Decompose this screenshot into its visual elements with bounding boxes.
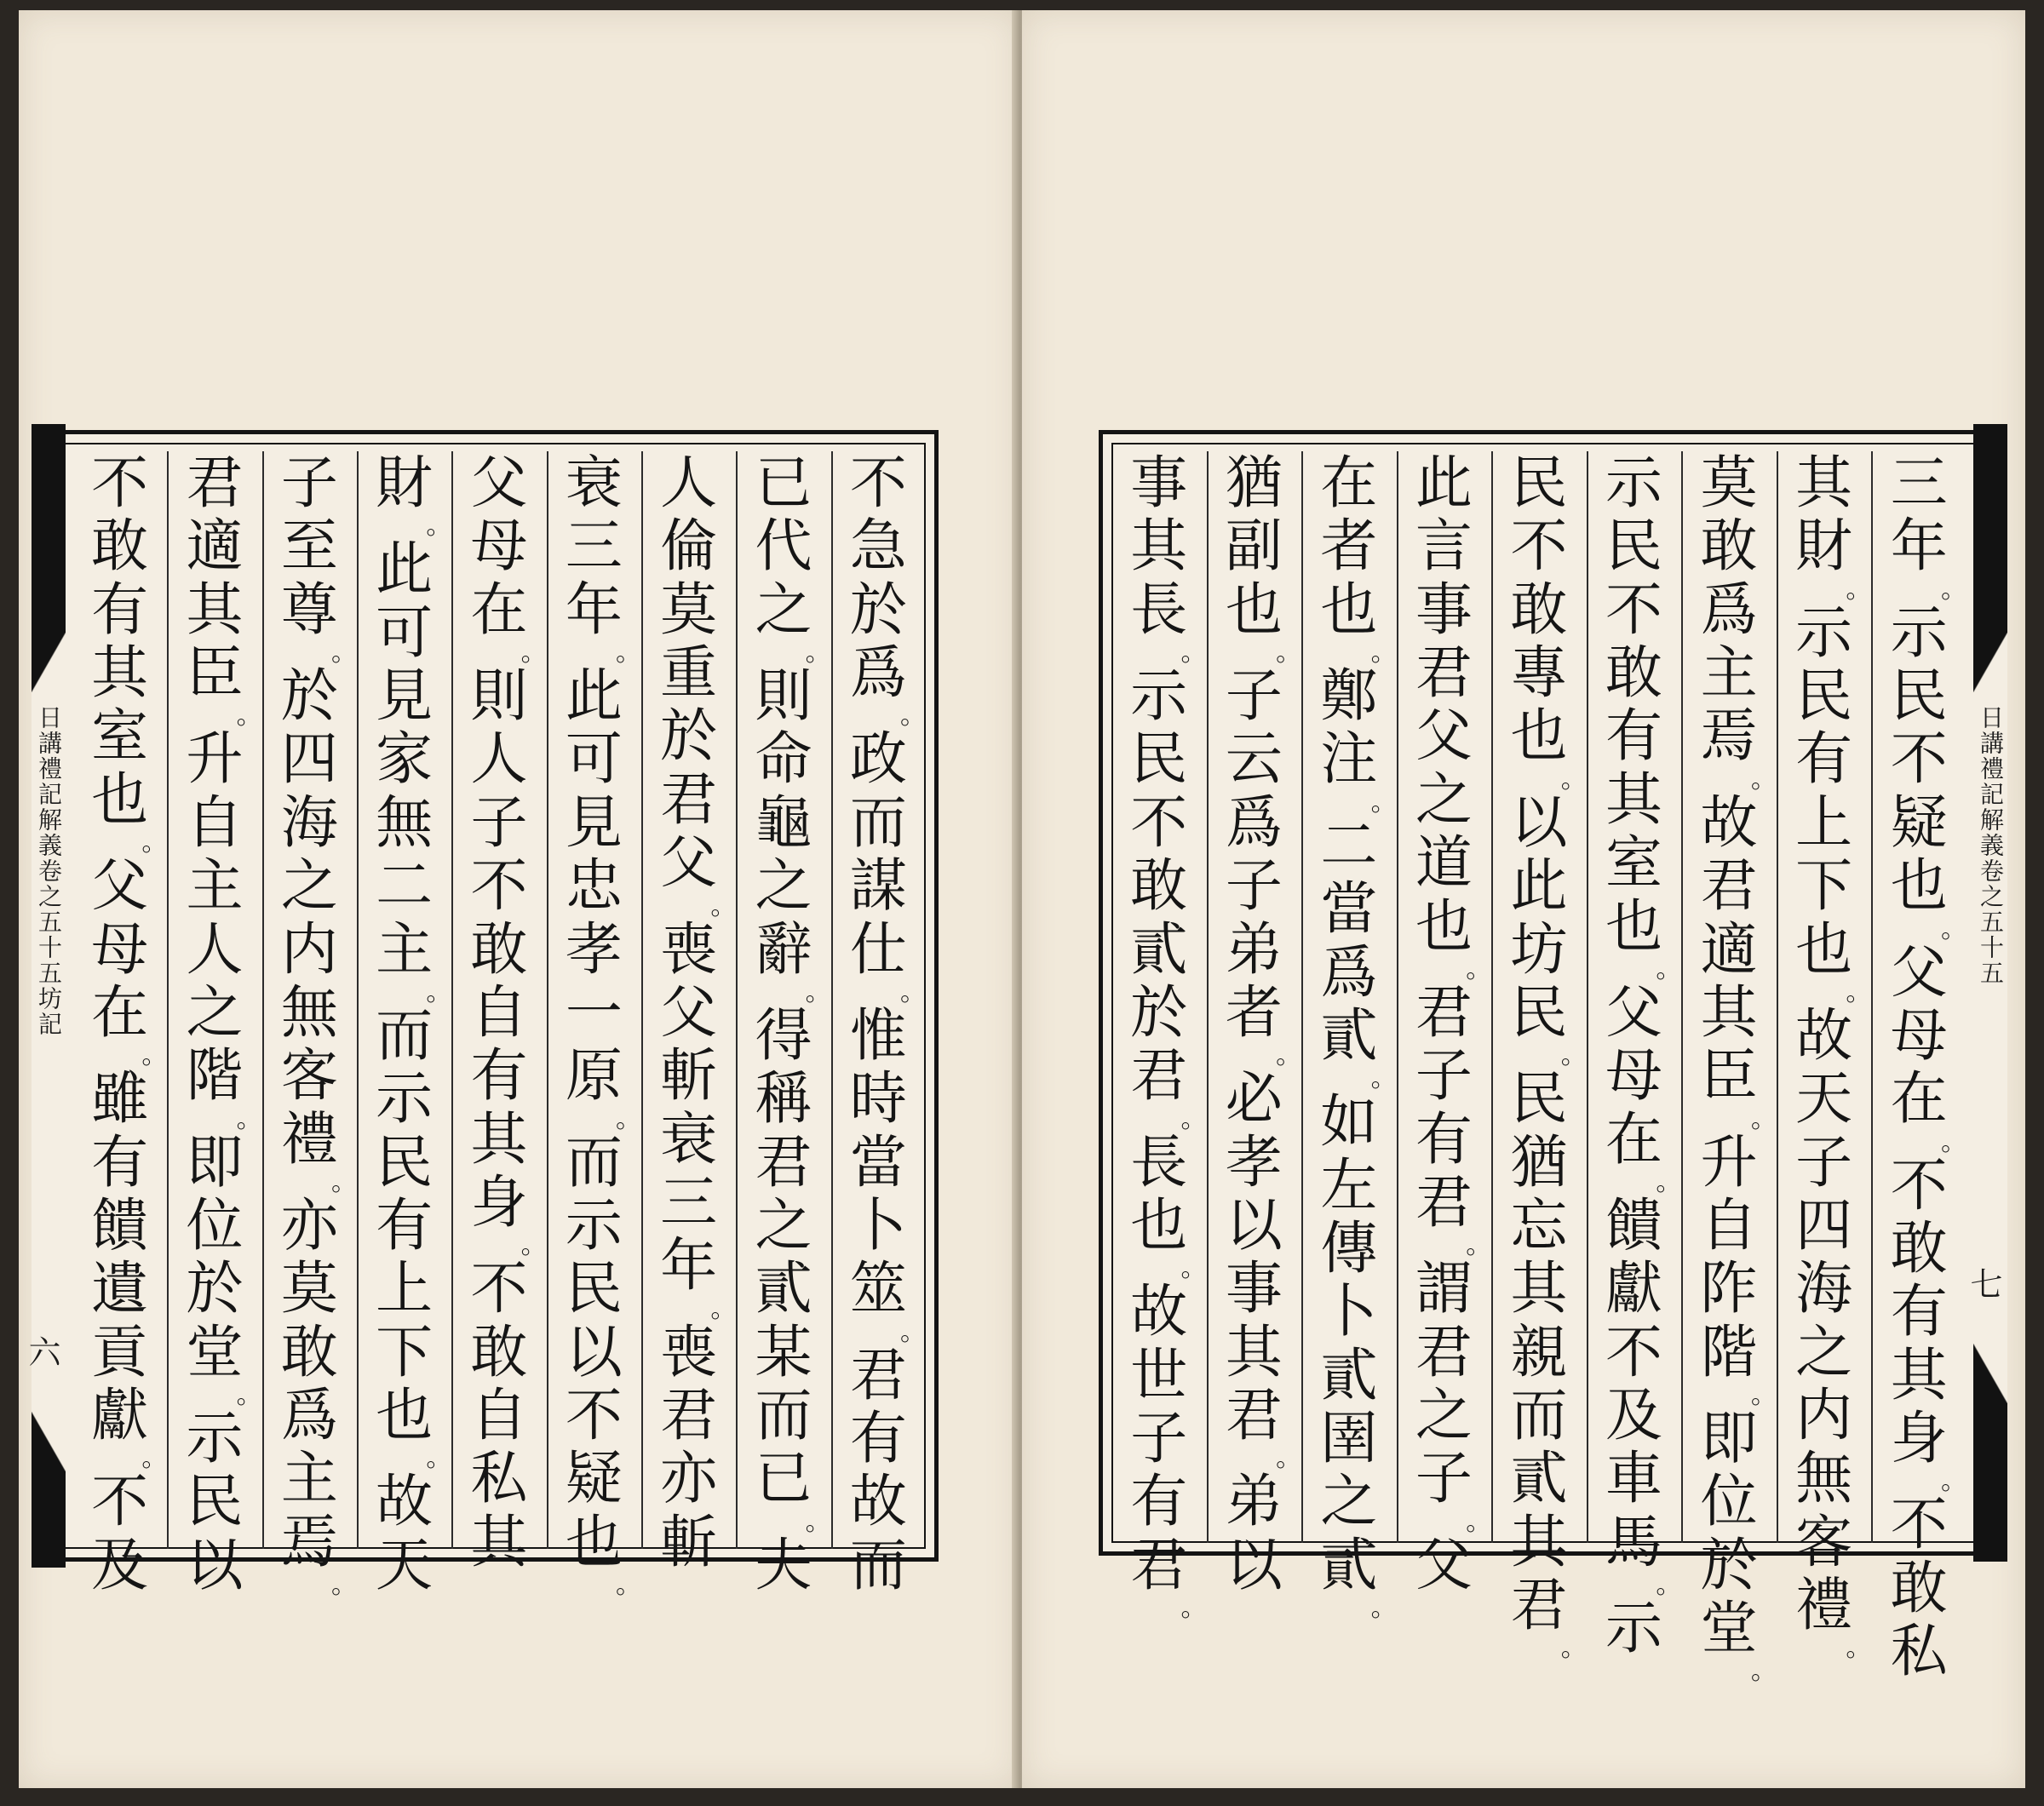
right-page-number: 七 [1965,1267,2002,1299]
column-rule [451,451,453,1549]
text-column: 此 言 事 君 父 之 道 也 。 君 子 有 君 。 謂 君 之 子 。 父 [1415,450,1492,1598]
text-column: 民 不 敢 專 也 。 以 此 坊 民 。 民 猶 忘 其 親 而 貳 其 君 。 [1510,450,1587,1664]
text-column: 不 敢 有 其 室 也 。 父 母 在 。 雖 有 饋 遺 貢 獻 。 不 及 [91,450,168,1598]
column-rule [736,451,738,1549]
text-column: 已 代 之 。 則 命 龜 之 辭 。 得 稱 君 之 貳 某 而 已 。 夫 [755,450,831,1598]
column-rule [1301,451,1303,1543]
column-rule [1491,451,1493,1543]
text-column: 在 者 也 。 鄭 注 。 二 當 爲 貳 。 如 左 傳 卜 貳 圉 之 貳 。 [1320,450,1397,1624]
text-column: 不 急 於 爲 。 政 而 謀 仕 。 惟 時 當 卜 筮 。 君 有 故 而 [849,450,926,1598]
column-rule [1681,451,1683,1543]
text-column: 子 至 尊 。 於 四 海 之 内 無 客 禮 。 亦 莫 敢 爲 主 焉 。 [280,450,357,1601]
text-column: 人 倫 莫 重 於 君 父 。 喪 父 斬 衰 三 年 。 喪 君 亦 斬 [660,450,737,1575]
column-rule [1397,451,1398,1543]
text-column: 財 。 此 可 見 家 無 二 主 。 而 示 民 有 上 下 也 。 故 天 [376,450,452,1598]
text-column: 三 年 。 示 民 不 疑 也 。 父 母 在 。 不 敢 有 其 身 。 不 敢 私 [1890,450,1966,1685]
text-column: 父 母 在 。 則 人 子 不 敢 自 有 其 身 。 不 敢 自 私 其 [470,450,547,1575]
column-rule [641,451,643,1549]
column-rule [262,451,264,1549]
column-rule [547,451,548,1549]
column-rule [831,451,833,1549]
right-fish-tail-margin [1965,424,2007,1562]
column-rule [1777,451,1778,1543]
text-column: 猶 副 也 。 子 云 爲 子 弟 者 。 必 孝 以 事 其 君 。 弟 以 [1225,450,1302,1598]
text-column: 其 財 。 示 民 有 上 下 也 。 故 天 子 四 海 之 内 無 客 禮 。 [1795,450,1872,1664]
left-text-frame [23,430,939,1601]
column-rule [357,451,359,1549]
column-rule [1871,451,1873,1543]
text-column: 示 民 不 敢 有 其 室 也 。 父 母 在 。 饋 獻 不 及 車 馬 。 示 [1605,450,1682,1662]
text-column: 事 其 長 。 示 民 不 敢 貳 於 君 。 長 也 。 故 世 子 有 君 。 [1130,450,1207,1624]
right-text-frame [1099,430,2005,1687]
left-fish-tail-margin [23,424,66,1568]
left-margin-title: 日講禮記解義卷之五十五坊記 [35,705,63,1037]
right-margin-title: 日講禮記解義卷之五十五 [1977,705,2005,986]
text-column: 衰 三 年 。 此 可 見 忠 孝 一 原 。 而 示 民 以 不 疑 也 。 [565,450,641,1601]
column-rule [1207,451,1209,1543]
text-column: 莫 敢 爲 主 焉 。 故 君 適 其 臣 。 升 自 阼 階 。 即 位 於 堂 。 [1700,450,1777,1687]
text-column: 君 適 其 臣 。 升 自 主 人 之 階 。 即 位 於 堂 。 示 民 以 [186,450,262,1598]
column-rule [1587,451,1588,1543]
right-text-columns [1111,450,1966,1687]
column-rule [167,451,169,1549]
left-text-columns [72,450,926,1601]
left-page-number: 六 [23,1335,60,1367]
